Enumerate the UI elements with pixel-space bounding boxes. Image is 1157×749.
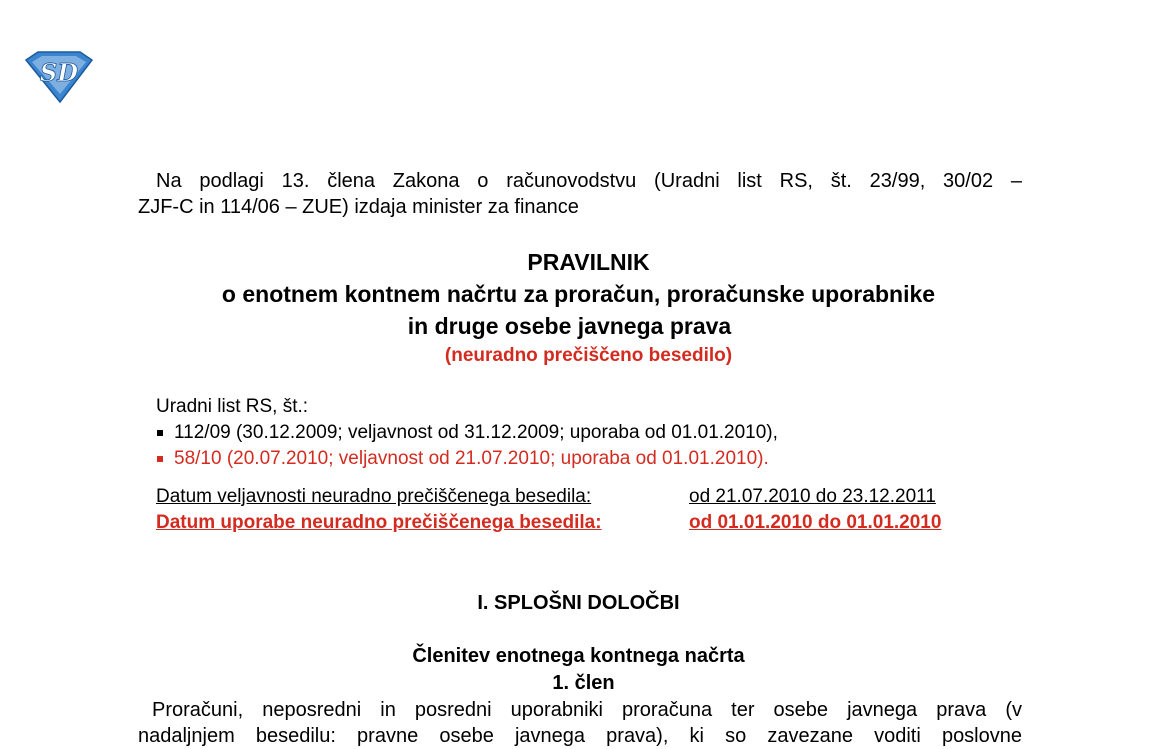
gazette-item xyxy=(156,420,778,446)
official-gazette-list xyxy=(156,394,778,472)
article-number: 1. člen xyxy=(552,672,615,694)
intro-line-2: ZJF-C in 114/06 – ZUE) izdaja minister za finance xyxy=(138,196,579,218)
article-body-line-2: nadaljnjem besedilu: pravne osebe javnega prava), ki so zavezane voditi poslovne xyxy=(138,725,1022,747)
document-title-block xyxy=(0,246,1157,370)
use-date-value: od 01.01.2010 do 01.01.2010 xyxy=(689,512,942,533)
document-title: PRAVILNIK xyxy=(527,249,650,275)
article-title: Členitev enotnega kontnega načrta xyxy=(412,645,745,667)
use-date-label: Datum uporabe neuradno prečiščenega besedila: xyxy=(156,512,602,533)
gazette-item-text: 58/10 (20.07.2010; veljavnost od 21.07.2010; uporaba od 01.01.2010). xyxy=(174,448,769,469)
logo-text: SD xyxy=(39,58,79,87)
gazette-heading: Uradni list RS, št.: xyxy=(156,396,309,417)
bullet-icon xyxy=(157,456,163,462)
section-heading: I. SPLOŠNI DOLOČBI xyxy=(477,592,680,614)
sd-diamond-logo-icon xyxy=(22,50,96,104)
validity-date-value: od 21.07.2010 do 23.12.2011 xyxy=(689,486,936,507)
bullet-icon xyxy=(157,430,163,436)
intro-line-1: Na podlagi 13. člena Zakona o računovodstvu (Uradni list RS, št. 23/99, 30/02 – xyxy=(156,170,1022,192)
validity-date-label: Datum veljavnosti neuradno prečiščenega besedila: xyxy=(156,486,592,507)
gazette-item-text: 112/09 (30.12.2009; veljavnost od 31.12.2009; uporaba od 01.01.2010), xyxy=(174,422,778,443)
document-subtitle-line-2: in druge osebe javnega prava xyxy=(407,313,732,339)
intro-paragraph xyxy=(138,168,1022,220)
gazette-item-highlighted xyxy=(156,446,778,472)
gazette-items xyxy=(156,420,778,472)
document-subtitle-line-1: o enotnem kontnem načrtu za proračun, proračunske uporabnike xyxy=(221,281,936,307)
article-body-line-1: Proračuni, neposredni in posredni uporabniki proračuna ter osebe javnega prava (v xyxy=(152,699,1022,721)
unofficial-notice: (neuradno prečiščeno besedilo) xyxy=(444,345,733,366)
article-body xyxy=(138,697,1022,749)
